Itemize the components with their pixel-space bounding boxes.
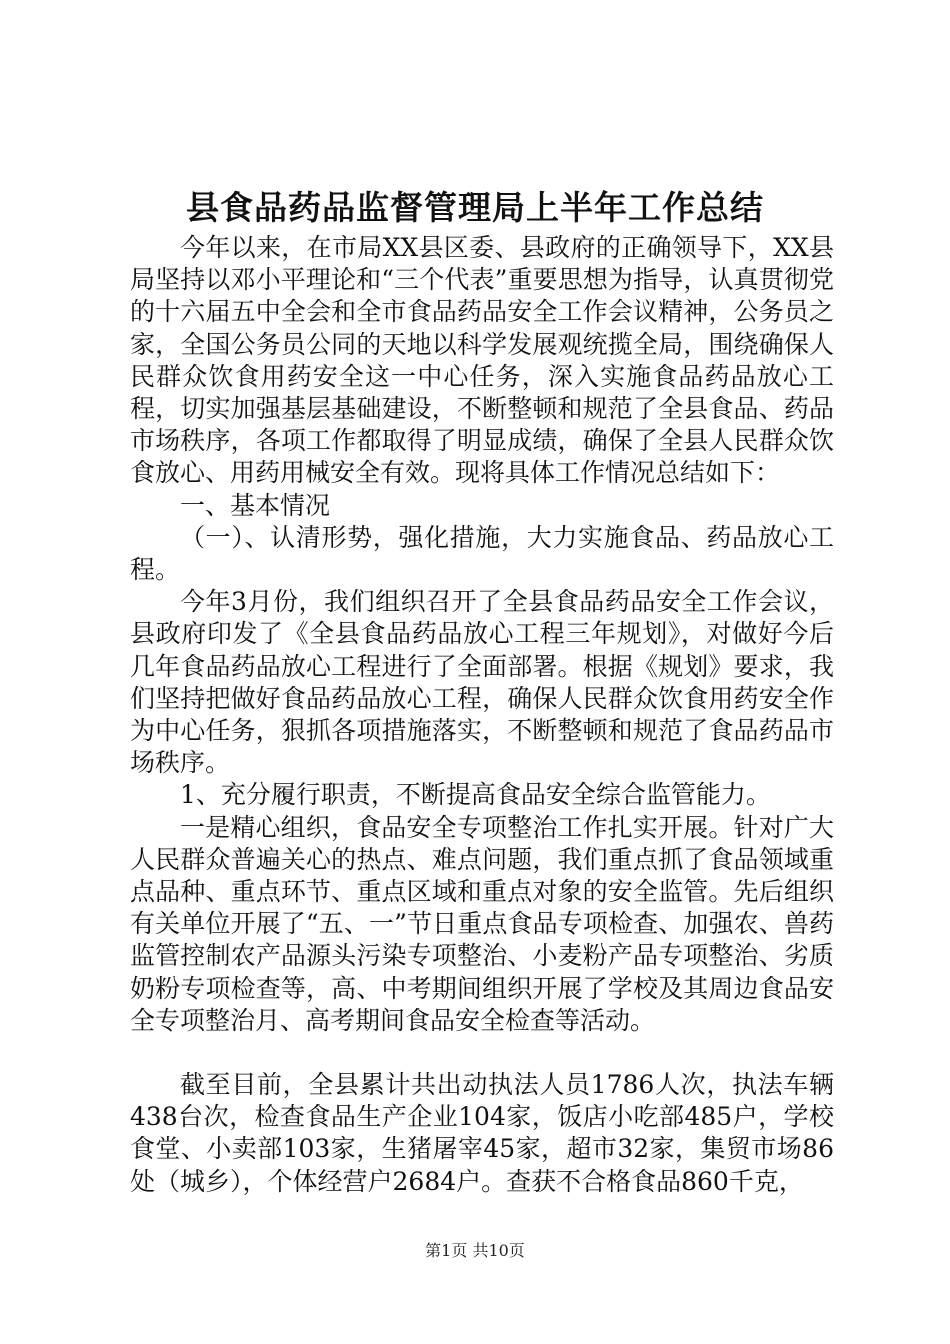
paragraph-intro: 今年以来，在市局XX县区委、县政府的正确领导下，XX县局坚持以邓小平理论和“三个代表”重要思想为指导，认真贯彻党的十六届五中全会和全市食品药品安全工作会议精神，公务员之家，全国公务员公同的天地以科学发展观统揽全局，围绕确保人民群众饮食用药安全这一中心任务，深入实施食品药品放心工程，切实加强基层基础建设，不断整顿和规范了全县食品、药品市场秩序，各项工作都取得了明显成绩，确保了全县人民群众饮食放心、用药用械安全有效。现将具体工作情况总结如下： [130, 233, 834, 488]
paragraph-march-meeting: 今年3月份，我们组织召开了全县食品药品安全工作会议，县政府印发了《全县食品药品放心工程三年规划》，对做好今后几年食品药品放心工程进行了全面部署。根据《规划》要求，我们坚持把做好食品药品放心工程，确保人民群众饮食用药安全作为中心任务，狠抓各项措施落实，不断整顿和规范了食品药品市场秩序。 [130, 587, 834, 778]
section-heading-basic: 一、基本情况 [180, 490, 331, 520]
document-title: 县食品药品监督管理局上半年工作总结 [186, 188, 764, 227]
item-heading-1: 1、充分履行职责，不断提高食品安全综合监管能力。 [180, 780, 771, 810]
document-body [130, 232, 834, 1198]
subsection-heading-1: （一）、认清形势，强化措施，大力实施食品、药品放心工程。 [130, 522, 834, 585]
paragraph-special-rectification: 一是精心组织，食品安全专项整治工作扎实开展。针对广大人民群众普遍关心的热点、难点问题，我们重点抓了食品领域重点品种、重点环节、重点区域和重点对象的安全监管。先后组织有关单位开展了“五、一”节日重点食品专项检查、加强农、兽药监管控制农产品源头污染专项整治、小麦粉产品专项整治、劣质奶粉专项检查等，高、中考期间组织开展了学校及其周边食品安全专项整治月、高考期间食品安全检查等活动。 [130, 812, 834, 1035]
paragraph-statistics: 截至目前，全县累计共出动执法人员1786人次，执法车辆438台次，检查食品生产企业104家，饭店小吃部485户，学校食堂、小卖部103家，生猪屠宰45家，超市32家，集贸市场86处（城乡），个体经营户2684户。查获不合格食品860千克， [130, 1070, 834, 1196]
page-footer: 第1页 共10页 [425, 1241, 525, 1260]
